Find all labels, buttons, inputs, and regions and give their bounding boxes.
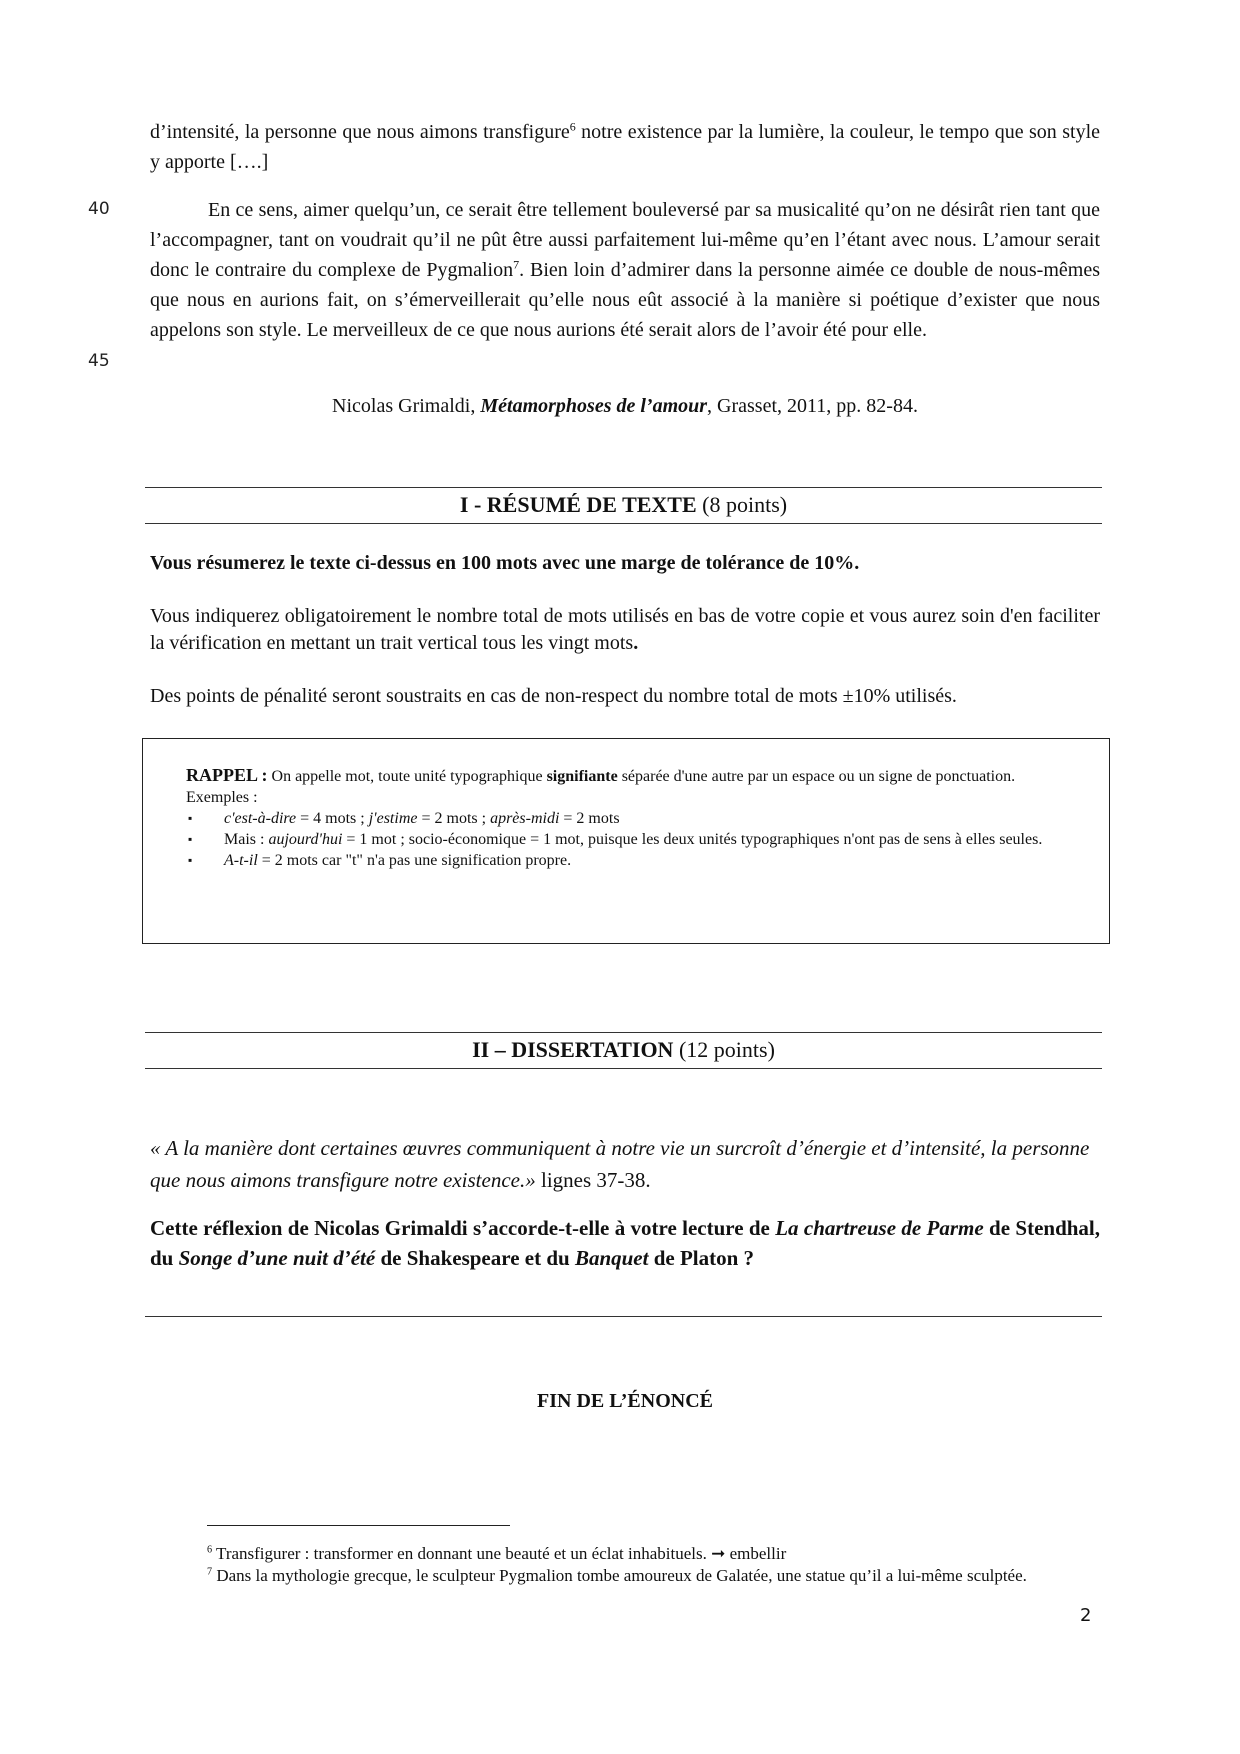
section1-bottom-rule bbox=[145, 523, 1102, 524]
dissertation-question: Cette réflexion de Nicolas Grimaldi s’accorde-t-elle à votre lecture de La chartreuse de Parme de Stendhal, du Songe d’une nuit d’été de Shakespeare et du Banquet de Platon ? bbox=[150, 1216, 1101, 1270]
section1-heading: I - RÉSUMÉ DE TEXTE (8 points) bbox=[459, 492, 788, 517]
word-count-instruction: Vous indiquerez obligatoirement le nombre total de mots utilisés en bas de votre copie et vous aurez soin d'en faciliter la vérification en mettant un trait vertical tous les vingt mots. bbox=[150, 605, 1100, 654]
rappel-definition: RAPPEL : On appelle mot, toute unité typographique signifiante séparée d'une autre par un espace ou un signe de ponctuation. bbox=[186, 765, 1016, 785]
footnote-ref-6: 6 bbox=[569, 119, 576, 134]
rappel-box bbox=[142, 738, 1110, 944]
summary-instruction: Vous résumerez le texte ci-dessus en 100 mots avec une marge de tolérance de 10%. bbox=[150, 552, 860, 574]
section1-top-rule bbox=[145, 487, 1102, 488]
line-number-45: 45 bbox=[88, 351, 110, 371]
examples-label: Exemples : bbox=[186, 789, 258, 806]
line-number-40: 40 bbox=[88, 199, 110, 219]
arrow-icon: ➞ bbox=[711, 1544, 726, 1563]
bullet-icon: ▪ bbox=[188, 853, 193, 867]
footnote-separator bbox=[207, 1525, 510, 1526]
penalty-instruction: Des points de pénalité seront soustraits en cas de non-respect du nombre total de mots ±10% utilisés. bbox=[150, 685, 957, 707]
citation-title: Métamorphoses de l’amour bbox=[480, 395, 708, 417]
section2-top-rule bbox=[145, 1032, 1102, 1033]
page-number: 2 bbox=[1080, 1605, 1092, 1626]
bullet-icon: ▪ bbox=[188, 832, 193, 846]
list-item: ▪ Mais : aujourd'hui = 1 mot ; socio-économique = 1 mot, puisque les deux unités typographiques n'ont pas de sens à elles seules. bbox=[188, 831, 1043, 848]
rappel-content bbox=[186, 765, 1091, 871]
examples-list bbox=[186, 808, 1091, 871]
footnote-ref-7: 7 bbox=[513, 257, 520, 272]
list-item: ▪ c'est-à-dire = 4 mots ; j'estime = 2 mots ; après-midi = 2 mots bbox=[188, 810, 620, 827]
bullet-icon: ▪ bbox=[188, 811, 193, 825]
section2-heading: II – DISSERTATION (12 points) bbox=[472, 1037, 775, 1062]
footnote-6: $^6$ Transfigurer : transformer en donnant une beauté et un éclat inhabituels. ➞ embellir bbox=[207, 1544, 787, 1563]
section2-bottom-rule bbox=[145, 1068, 1102, 1069]
section2-end-rule bbox=[145, 1316, 1102, 1317]
passage-paragraph-1: d’intensité, la personne que nous aimons transfigure$^6$ notre existence par la lumière, la couleur, le tempo que son style y apporte [….] bbox=[150, 119, 1101, 173]
list-item: ▪ A-t-il = 2 mots car "t" n'a pas une signification propre. bbox=[188, 852, 572, 869]
passage-paragraph-2: En ce sens, aimer quelqu’un, ce serait être tellement bouleversé par sa musicalité qu’on ne désirât rien tant que l’accompagner, tant on voudrait qu’il ne pût être aussi parfaitement lui-même qu’en l’étant avec nous. L’amour serait donc le contraire du complexe de Pygmalion$^7$. Bien loin d’admirer dans la personne aimée ce double de nous-mêmes que nous en aurions fait, on s’émerveillerait qu’elle nous eût associé à la manière si poétique d’exister que nous appelons son style. Le merveilleux de ce que nous aurions été serait alors de l’avoir été pour elle. bbox=[150, 199, 1100, 341]
rappel-label: RAPPEL : bbox=[186, 765, 268, 785]
citation: Nicolas Grimaldi, Métamorphoses de l’amour, Grasset, 2011, pp. 82-84. bbox=[332, 395, 918, 417]
end-of-statement: FIN DE L’ÉNONCÉ bbox=[537, 1390, 713, 1412]
footnote-7: $^7$ Dans la mythologie grecque, le sculpteur Pygmalion tombe amoureux de Galatée, une statue qu’il a lui-même sculptée. bbox=[207, 1566, 1027, 1585]
dissertation-quote: « A la manière dont certaines œuvres communiquent à notre vie un surcroît d’énergie et d’intensité, la personne que nous aimons transfigure notre existence.» lignes 37-38. bbox=[150, 1136, 1090, 1192]
